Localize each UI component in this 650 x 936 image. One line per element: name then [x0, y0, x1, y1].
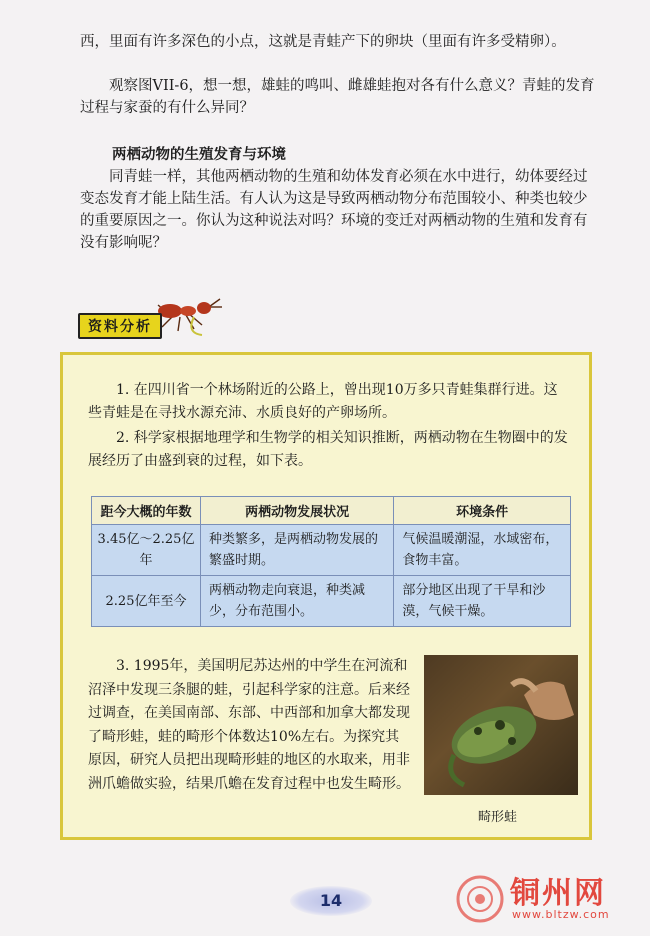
intro-line: 西，里面有许多深色的小点，这就是青蛙产下的卵块（里面有许多受精卵）。 [80, 34, 566, 50]
analysis-item-3: 3. 1995年，美国明尼苏达州的中学生在河流和沼泽中发现三条腿的蛙，引起科学家的注意。后来经过调查，在美国南部、东部、中西部和加拿大都发现了畸形蛙，蛙的畸形个体数达10%左右。为探究其原因，研究人员把出现畸形蛙的地区的水取来，用非洲爪蟾做实验，结果爪蟾在发育过程中也发生畸形。 [88, 658, 410, 792]
table-header-row [92, 497, 571, 525]
deformed-frog-photo [424, 655, 578, 795]
page-number: 14 [290, 886, 372, 916]
frog-icon [424, 655, 578, 795]
table-row [92, 525, 571, 576]
watermark-url: www.bltzw.com [512, 908, 610, 921]
table-cell: 3.45亿～2.25亿年 [92, 525, 201, 576]
table-cell: 气候温暖潮湿，水域密布，食物丰富。 [394, 525, 571, 576]
watermark-title: 铜州网 [510, 876, 606, 911]
section-body: 同青蛙一样，其他两栖动物的生殖和幼体发育必须在水中进行，幼体要经过变态发育才能上陆生活。有人认为这是导致两栖动物分布范围较小、种类也较少的重要原因之一。你认为这种说法对吗？环境的变迁对两栖动物的生殖和发育有没有影响呢？ [80, 169, 588, 251]
development-table [91, 496, 571, 627]
table-cell: 种类繁多，是两栖动物发展的繁盛时期。 [201, 525, 394, 576]
analysis-tag: 资料分析 [78, 313, 162, 339]
table-header: 两栖动物发展状况 [201, 497, 394, 525]
table-header: 环境条件 [394, 497, 571, 525]
table-row [92, 576, 571, 627]
intro-paragraph: 观察图VII-6，想一想，雄蛙的鸣叫、雌雄蛙抱对各有什么意义？青蛙的发育过程与家蚕的有什么异同？ [80, 78, 595, 116]
table-cell: 两栖动物走向衰退，种类减少，分布范围小。 [201, 576, 394, 627]
section-heading: 两栖动物的生殖发育与环境 [112, 147, 286, 163]
table-cell: 2.25亿年至今 [92, 576, 201, 627]
ant-icon [150, 293, 230, 337]
table-cell: 部分地区出现了干旱和沙漠，气候干燥。 [394, 576, 571, 627]
analysis-item-1: 1. 在四川省一个林场附近的公路上，曾出现10万多只青蛙集群行进。这些青蛙是在寻找水源充沛、水质良好的产卵场所。 [88, 382, 558, 421]
analysis-item-2: 2. 科学家根据地理学和生物学的相关知识推断，两栖动物在生物圈中的发展经历了由盛到衰的过程，如下表。 [88, 430, 568, 469]
photo-caption: 畸形蛙 [478, 810, 518, 825]
table-header: 距今大概的年数 [92, 497, 201, 525]
